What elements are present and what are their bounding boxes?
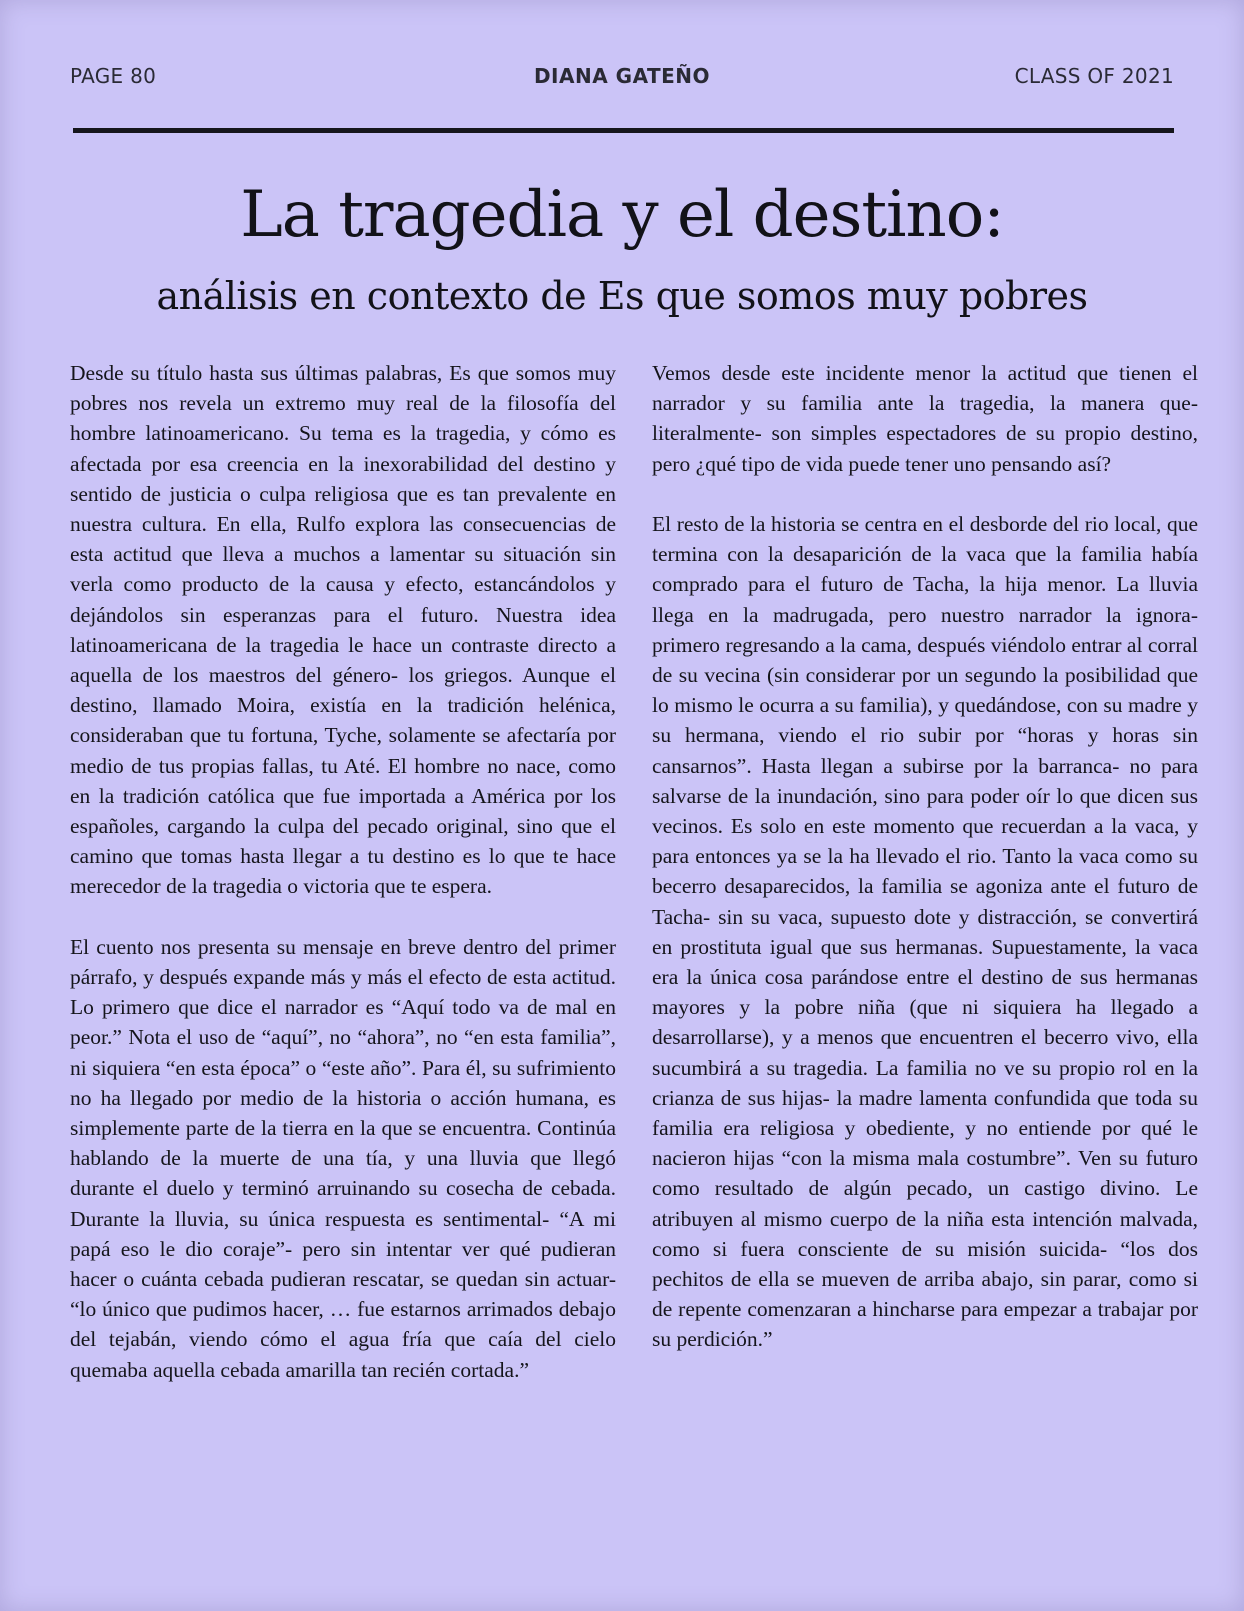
page-header <box>70 64 1174 94</box>
paragraph: El cuento nos presenta su mensaje en breve dentro del primer párrafo, y después expande más y más el efecto de esta actitud. Lo primero que dice el narrador es “Aquí todo va de mal en peor.” Nota el uso de “aquí”, no “ahora”, no “en esta familia”, ni siquiera “en esta época” o “este año”. Para él, su sufrimiento no ha llegado por medio de la historia o acción humana, es simplemente parte de la tierra en la que se encuentra. Continúa hablando de la muerte de una tía, y una lluvia que llegó durante el duelo y terminó arruinando su cosecha de cebada. Durante la lluvia, su única respuesta es sentimental- “A mi papá eso le dio coraje”- pero sin intentar ver qué pudieran hacer o cuánta cebada pudieran rescatar, se quedan sin actuar- “lo único que pudimos hacer, … fue estarnos arrimados debajo del tejabán, viendo cómo el agua fría que caía del cielo quemaba aquella cebada amarilla tan recién cortada.” <box>70 934 616 1382</box>
paragraph: El resto de la historia se centra en el desborde del rio local, que termina con la desaparición de la vaca que la familia había comprado para el futuro de Tacha, la hija menor. La lluvia llega en la madrugada, pero nuestro narrador la ignora- primero regresando a la cama, después viéndolo entrar al corral de su vecina (sin considerar por un segundo la posibilidad que lo mismo le ocurra a su familia), y quedándose, con su madre y su hermana, viendo el rio subir por “horas y horas sin cansarnos”. Hasta llegan a subirse por la barranca- no para salvarse de la inundación, sino para poder oír lo que dicen sus vecinos. Es solo en este momento que recuerdan a la vaca, y para entonces ya se la ha llevado el rio. Tanto la vaca como su becerro desaparecidos, la familia se agoniza ante el futuro de Tacha- sin su vaca, supuesto dote y distracción, se convertirá en prostituta igual que sus hermanas. Supuestamente, la vaca era la única cosa parándose entre el destino de sus hermanas mayores y la pobre niña (que ni siquiera ha llegado a desarrollarse), y a menos que encuentren el becerro vivo, ella sucumbirá a su tragedia. La familia no ve su propio rol en la crianza de sus hijas- la madre lamenta confundida que toda su familia era religiosa y obediente, y no entiende por qué le nacieron hijas “con la misma mala costumbre”. Ven su futuro como resultado de algún pecado, un castigo divino. Le atribuyen al mismo cuerpo de la niña esta intención malvada, como si fuera consciente de su misión suicida- “los dos pechitos de ella se mueven de arriba abajo, sin parar, como si de repente comenzaran a hincharse para empezar a trabajar por su perdición.” <box>652 512 1198 1352</box>
author-name: DIANA GATEÑO <box>533 64 711 88</box>
left-column <box>70 358 616 1415</box>
header-divider <box>73 128 1174 133</box>
right-column <box>652 358 1198 1385</box>
page-number: PAGE 80 <box>70 64 157 88</box>
article-title: La tragedia y el destino: <box>240 178 1004 252</box>
paragraph: Desde su título hasta sus últimas palabras, Es que somos muy pobres nos revela un extremo muy real de la filosofía del hombre latinoamericano. Su tema es la tragedia, y cómo es afectada por esa creencia en la inexorabilidad del destino y sentido de justicia o culpa religiosa que es tan prevalente en nuestra cultura. En ella, Rulfo explora las consecuencias de esta actitud que lleva a muchos a lamentar su situación sin verla como producto de la causa y efecto, estancándolos y dejándolos sin esperanzas para el futuro. Nuestra idea latinoamericana de la tragedia le hace un contraste directo a aquella de los maestros del género- los griegos. Aunque el destino, llamado Moira, existía en la tradición helénica, consideraban que tu fortuna, Tyche, solamente se afectaría por medio de tus propias fallas, tu Até. El hombre no nace, como en la tradición católica que fue importada a América por los españoles, cargando la culpa del pecado original, sino que el camino que tomas hasta llegar a tu destino es lo que te hace merecedor de la tragedia o victoria que te espera. <box>70 361 616 899</box>
article-subtitle: análisis en contexto de Es que somos muy pobres <box>156 274 1088 318</box>
paragraph: Vemos desde este incidente menor la actitud que tienen el narrador y su familia ante la tragedia, la manera que- literalmente- son simples espectadores de su propio destino, pero ¿qué tipo de vida puede tener uno pensando así? <box>652 361 1198 476</box>
class-label: CLASS OF 2021 <box>1014 64 1174 88</box>
